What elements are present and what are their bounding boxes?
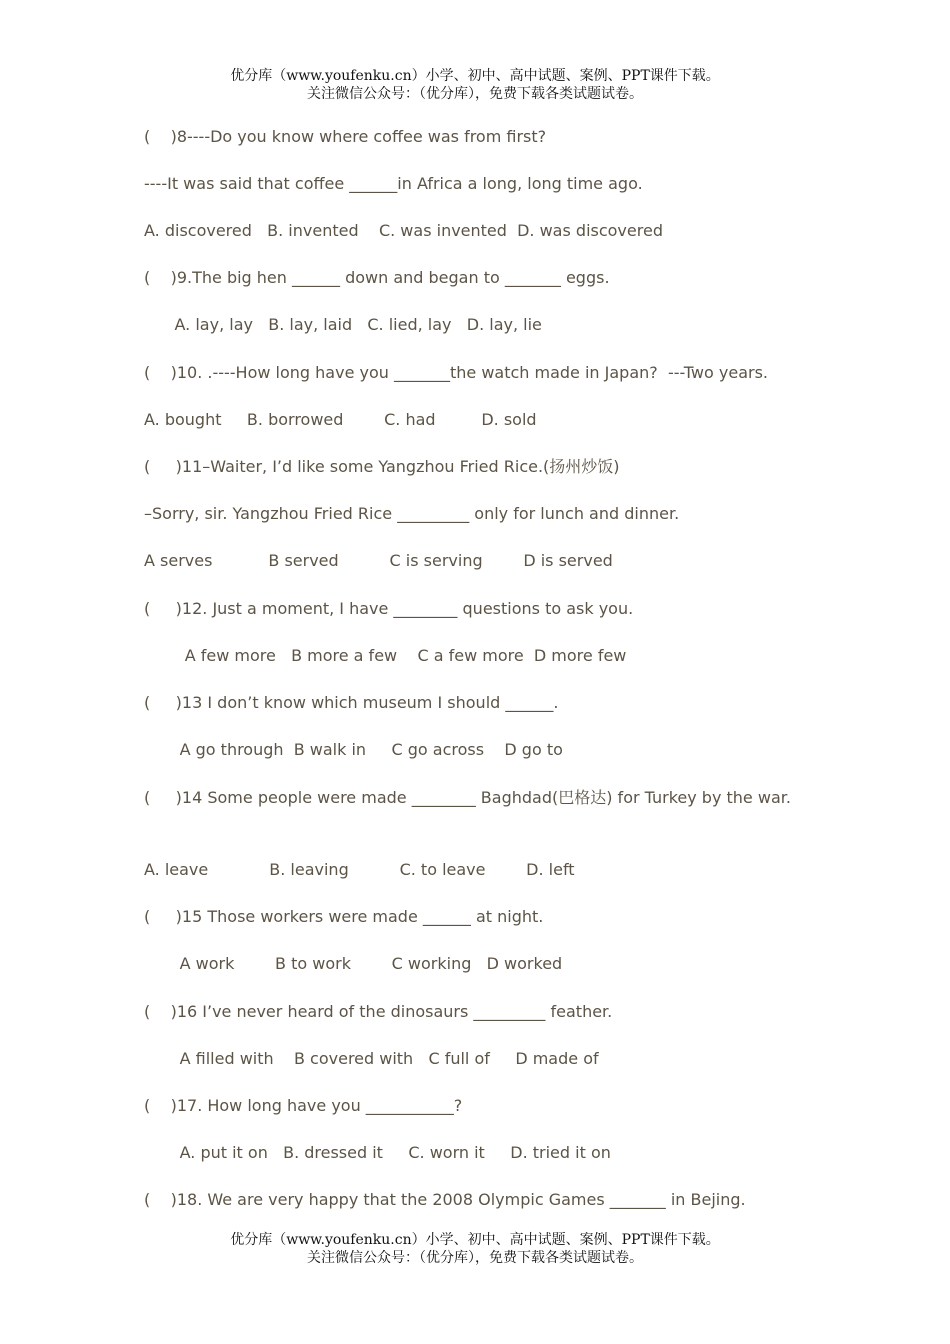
question-13-stem: ( )13 I don’t know which museum I should ______. bbox=[144, 693, 559, 712]
question-12-options: A few more B more a few C a few more D more few bbox=[144, 646, 627, 665]
question-8-stem: ( )8----Do you know where coffee was from first? bbox=[144, 127, 547, 146]
question-16-stem: ( )16 I’ve never heard of the dinosaurs _________ feather. bbox=[144, 1002, 613, 1021]
page-footer bbox=[0, 1231, 950, 1267]
question-18-stem: ( )18. We are very happy that the 2008 Olympic Games _______ in Bejing. bbox=[144, 1190, 746, 1209]
question-9-options: A. lay, lay B. lay, laid C. lied, lay D. lay, lie bbox=[144, 315, 542, 334]
footer-line-2: 关注微信公众号：（优分库），免费下载各类试题试卷。 bbox=[307, 1250, 643, 1266]
footer-line-1: 优分库（www.youfenku.cn）小学、初中、高中试题、案例、PPT课件下载。 bbox=[230, 1232, 720, 1248]
question-17-options: A. put it on B. dressed it C. worn it D. tried it on bbox=[144, 1143, 611, 1162]
header-line-1: 优分库（www.youfenku.cn）小学、初中、高中试题、案例、PPT课件下载。 bbox=[230, 68, 720, 84]
question-14-stem: ( )14 Some people were made ________ Baghdad(巴格达) for Turkey by the war. bbox=[144, 788, 791, 807]
question-16-options: A filled with B covered with C full of D made of bbox=[144, 1049, 599, 1068]
header-line-2: 关注微信公众号：（优分库），免费下载各类试题试卷。 bbox=[307, 86, 643, 102]
question-15-stem: ( )15 Those workers were made ______ at night. bbox=[144, 907, 544, 926]
question-13-options: A go through B walk in C go across D go to bbox=[144, 740, 563, 759]
question-17-stem: ( )17. How long have you ___________? bbox=[144, 1096, 463, 1115]
question-11-options: A serves B served C is serving D is served bbox=[144, 551, 613, 570]
question-10-options: A. bought B. borrowed C. had D. sold bbox=[144, 410, 537, 429]
question-8-options: A. discovered B. invented C. was invented D. was discovered bbox=[144, 221, 663, 240]
question-11-stem: ( )11–Waiter, I’d like some Yangzhou Fried Rice.(扬州炒饭) bbox=[144, 457, 620, 476]
question-9-stem: ( )9.The big hen ______ down and began to _______ eggs. bbox=[144, 268, 610, 287]
question-15-options: A work B to work C working D worked bbox=[144, 954, 563, 973]
page-header bbox=[0, 67, 950, 103]
question-14-options: A. leave B. leaving C. to leave D. left bbox=[144, 860, 575, 879]
question-12-stem: ( )12. Just a moment, I have ________ questions to ask you. bbox=[144, 599, 634, 618]
question-10-stem: ( )10. .----How long have you _______the watch made in Japan? ---Two years. bbox=[144, 363, 768, 382]
question-11-line: –Sorry, sir. Yangzhou Fried Rice _________ only for lunch and dinner. bbox=[144, 504, 680, 523]
question-8-line: ----It was said that coffee ______in Africa a long, long time ago. bbox=[144, 174, 643, 193]
